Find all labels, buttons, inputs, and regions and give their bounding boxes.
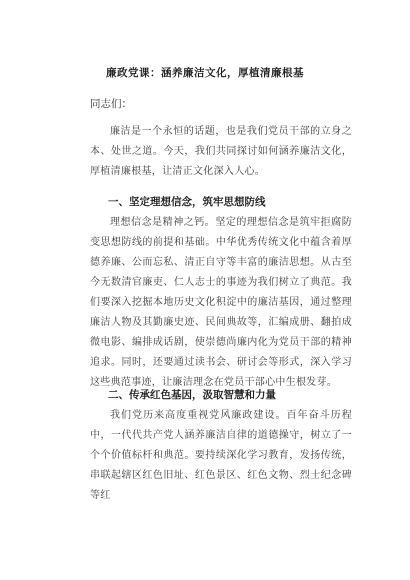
- section-2-paragraph: 我们党历来高度重视党风廉政建设。百年奋斗历程中，一代代共产党人涵养廉洁自律的道德操守，树立了一个个价值标杆和典范。要持续深化学习教育，发扬传统，串联起辖区红色旧址、红色景区、红色文物、烈士纪念碑等红: [90, 410, 352, 501]
- section-1-paragraph: 理想信念是精神之钙。坚定的理想信念是筑牢拒腐防变思想防线的前提和基础。中华优秀传统文化中蕴含着厚德养廉、公而忘私、清正自守等丰富的廉洁思想。从古至今无数清官廉吏、仁人志士的事迹为我们树立了典范。我们要深入挖掘本地历史文化积淀中的廉洁基因，通过整理廉洁人物及其勤廉史迹、民间典故等，汇编成册、翻拍成微电影、编排成话剧，使崇德尚廉内化为党员干部的精神追求。同时，还要通过读书会、研讨会等形式，深入学习这些典范事迹，让廉洁理念在党员干部心中生根发芽。: [90, 217, 352, 388]
- section-heading-1: 一、坚定理想信念，筑牢思想防线: [108, 196, 266, 208]
- salutation: 同志们：: [90, 98, 132, 110]
- intro-paragraph: 廉洁是一个永恒的话题，也是我们党员干部的立身之本、处世之道。今天，我们共同探讨如何涵养廉洁文化，厚植清廉根基，让清正文化深入人心。: [90, 126, 352, 177]
- section-heading-2: 二、传承红色基因，汲取智慧和力量: [108, 389, 276, 401]
- document-title: 廉政党课：涵养廉洁文化，厚植清廉根基: [106, 67, 304, 79]
